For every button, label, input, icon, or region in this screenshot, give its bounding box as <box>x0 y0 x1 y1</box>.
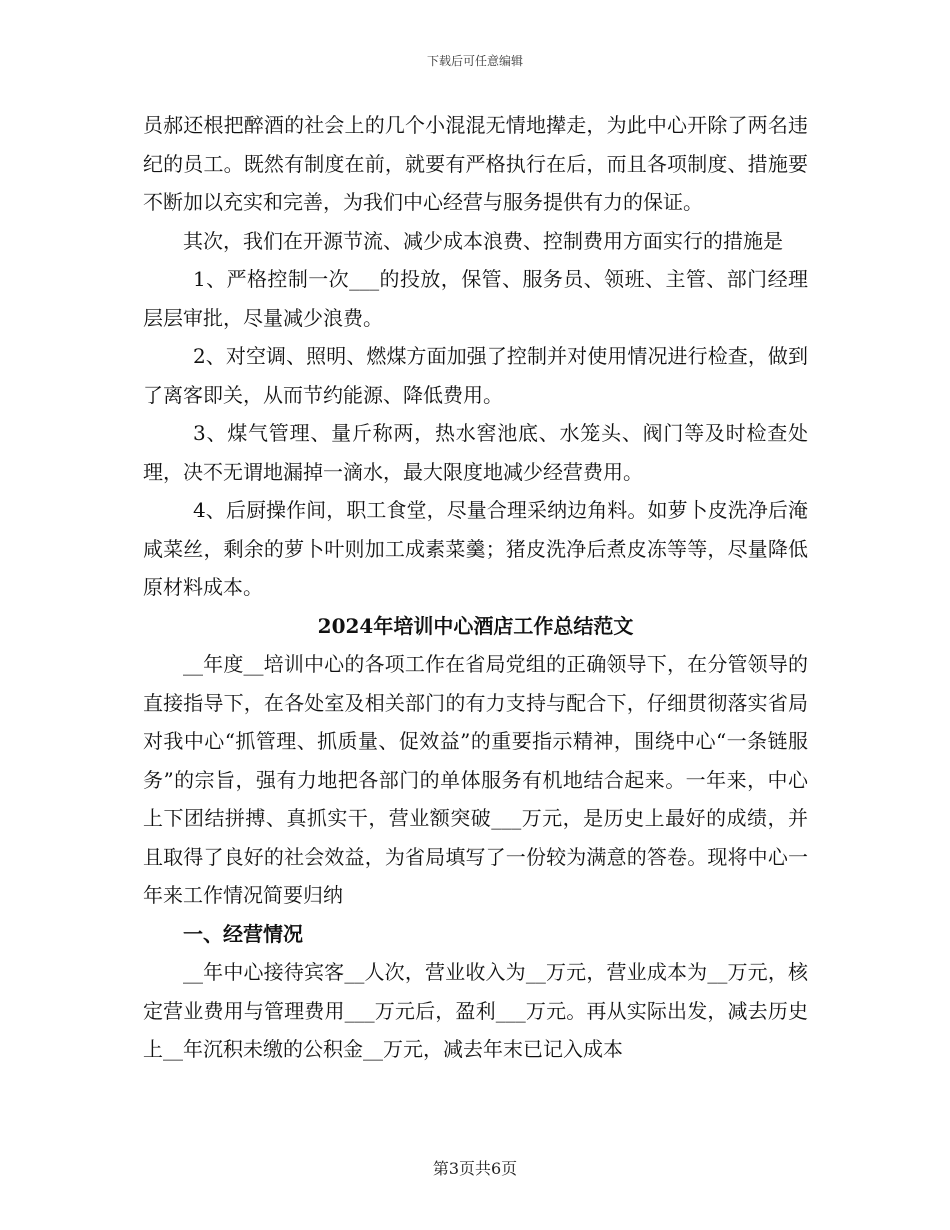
page-number: 第3页共6页 <box>432 1159 518 1178</box>
list-item-1: 1、严格控制一次___的投放，保管、服务员、领班、主管、部门经理层层审批，尽量减少浪费。 <box>143 267 808 330</box>
paragraph-operations: __年中心接待宾客__人次，营业收入为__万元，营业成本为__万元，核定营业费用与管理费用___万元后，盈利___万元。再从实际出发，减去历史上__年沉积未缴的公积金__万元，减去年末已记入成本 <box>143 960 808 1061</box>
paragraph-summary: __年度__培训中心的各项工作在省局党组的正确领导下，在分管领导的直接指导下，在各处室及相关部门的有力支持与配合下，仔细贯彻落实省局对我中心“抓管理、抓质量、促效益”的重要指示精神，围绕中心“一条链服务”的宗旨，强有力地把各部门的单体服务有机地结合起来。一年来，中心上下团结拼搏、真抓实干，营业额突破___万元，是历史上最好的成绩，并且取得了良好的社会效益，为省局填写了一份较为满意的答卷。现将中心一年来工作情况简要归纳 <box>143 652 808 907</box>
paragraph-measures-intro: 其次，我们在开源节流、减少成本浪费、控制费用方面实行的措施是 <box>183 228 783 253</box>
section-heading-operations: 一、经营情况 <box>183 921 303 946</box>
list-item-2: 2、对空调、照明、燃煤方面加强了控制并对使用情况进行检查，做到了离客即关，从而节约能源、降低费用。 <box>143 344 808 407</box>
paragraph-continued: 员郝还根把醉酒的社会上的几个小混混无情地撵走，为此中心开除了两名违纪的员工。既然有制度在前，就要有严格执行在后，而且各项制度、措施要不断加以充实和完善，为我们中心经营与服务提供有力的保证。 <box>143 113 808 214</box>
page-header-note: 下载后可任意编辑 <box>426 54 523 68</box>
list-item-3: 3、煤气管理、量斤称两，热水窖池底、水笼头、阀门等及时检查处理，决不无谓地漏掉一滴水，最大限度地减少经营费用。 <box>143 421 808 484</box>
document-body <box>143 106 808 1069</box>
list-item-4: 4、后厨操作间，职工食堂，尽量合理采纳边角料。如萝卜皮洗净后淹咸菜丝，剩余的萝卜叶则加工成素菜羹；猪皮洗净后煮皮冻等等，尽量降低原材料成本。 <box>143 498 808 599</box>
document-title: 2024年培训中心酒店工作总结范文 <box>317 613 634 638</box>
